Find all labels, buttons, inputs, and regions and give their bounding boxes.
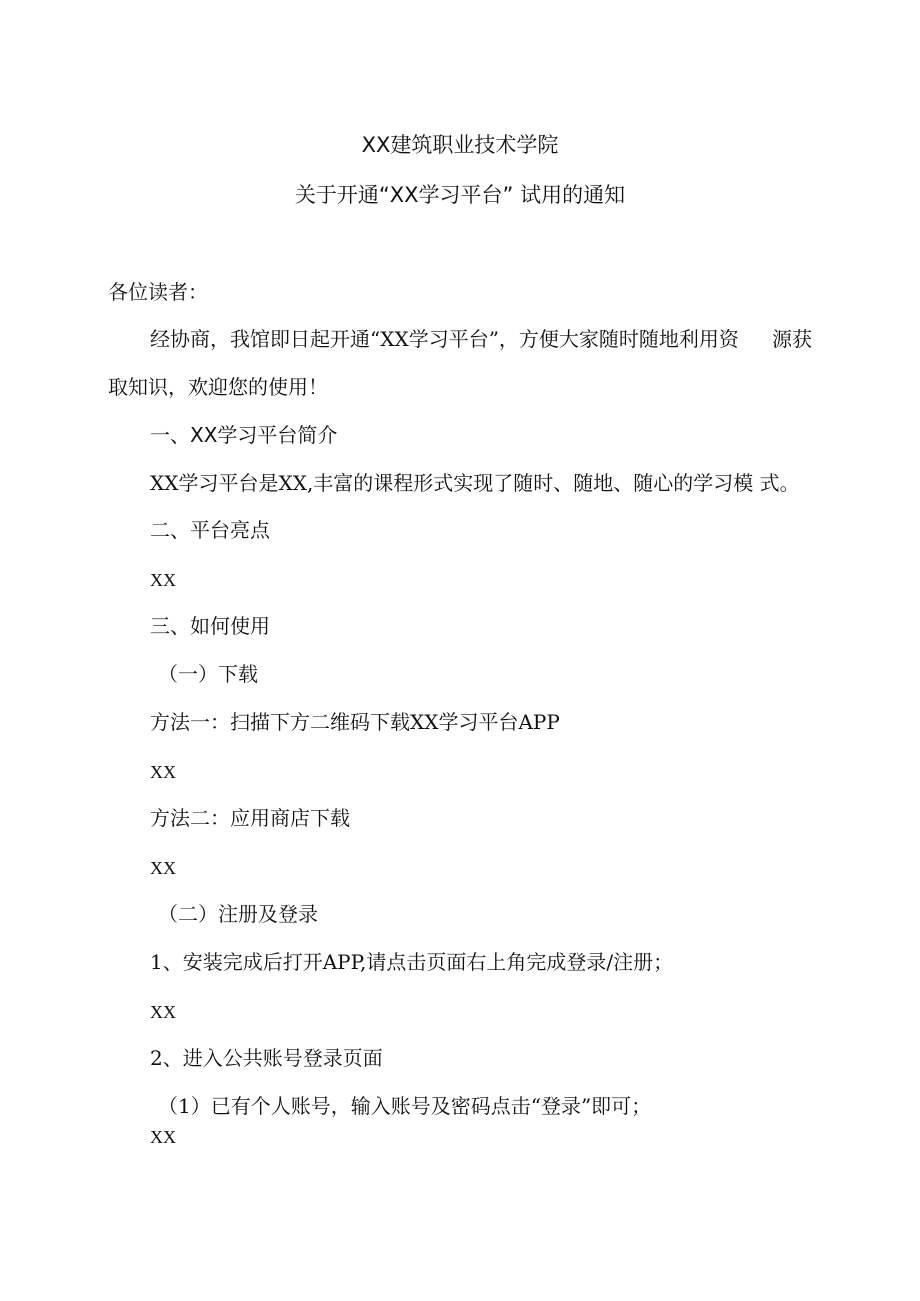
download-method-1-text: XX <box>150 762 176 782</box>
register-step-1-text: XX <box>150 1002 176 1022</box>
register-step-2: 2、进入公共账号登录页面 <box>150 1046 383 1070</box>
document-title-institution: XX建筑职业技术学院 <box>361 133 559 157</box>
download-method-1: 方法一：扫描下方二维码下载XX学习平台APP <box>150 710 560 734</box>
document-title-notice: 关于开通“XX学习平台” 试用的通知 <box>294 183 626 207</box>
section-2-text: XX <box>150 570 176 590</box>
subsection-download-heading: （一）下载 <box>158 662 258 686</box>
register-step-2-1: （1）已有个人账号，输入账号及密码点击“登录”即可； <box>158 1094 652 1118</box>
section-1-heading: 一、XX学习平台简介 <box>150 423 338 447</box>
section-2-heading: 二、平台亮点 <box>150 518 270 542</box>
register-step-2-1-text: XX <box>150 1127 176 1147</box>
register-step-1: 1、安装完成后打开APP,请点击页面右上角完成登录/注册； <box>150 950 674 974</box>
download-method-2-text: XX <box>150 858 176 878</box>
salutation: 各位读者： <box>108 280 208 304</box>
intro-paragraph-line-2: 取知识，欢迎您的使用！ <box>108 375 328 399</box>
intro-paragraph-line-1: 经协商，我馆即日起开通“XX学习平台”，方便大家随时随地利用资 <box>150 327 739 351</box>
intro-paragraph-line-1-end: 源获 <box>772 327 812 351</box>
section-3-heading: 三、如何使用 <box>150 614 270 638</box>
subsection-register-heading: （二）注册及登录 <box>158 902 318 926</box>
section-1-text: XX学习平台是XX,丰富的课程形式实现了随时、随地、随心的学习模 式。 <box>150 471 800 495</box>
download-method-2: 方法二：应用商店下载 <box>150 806 350 830</box>
